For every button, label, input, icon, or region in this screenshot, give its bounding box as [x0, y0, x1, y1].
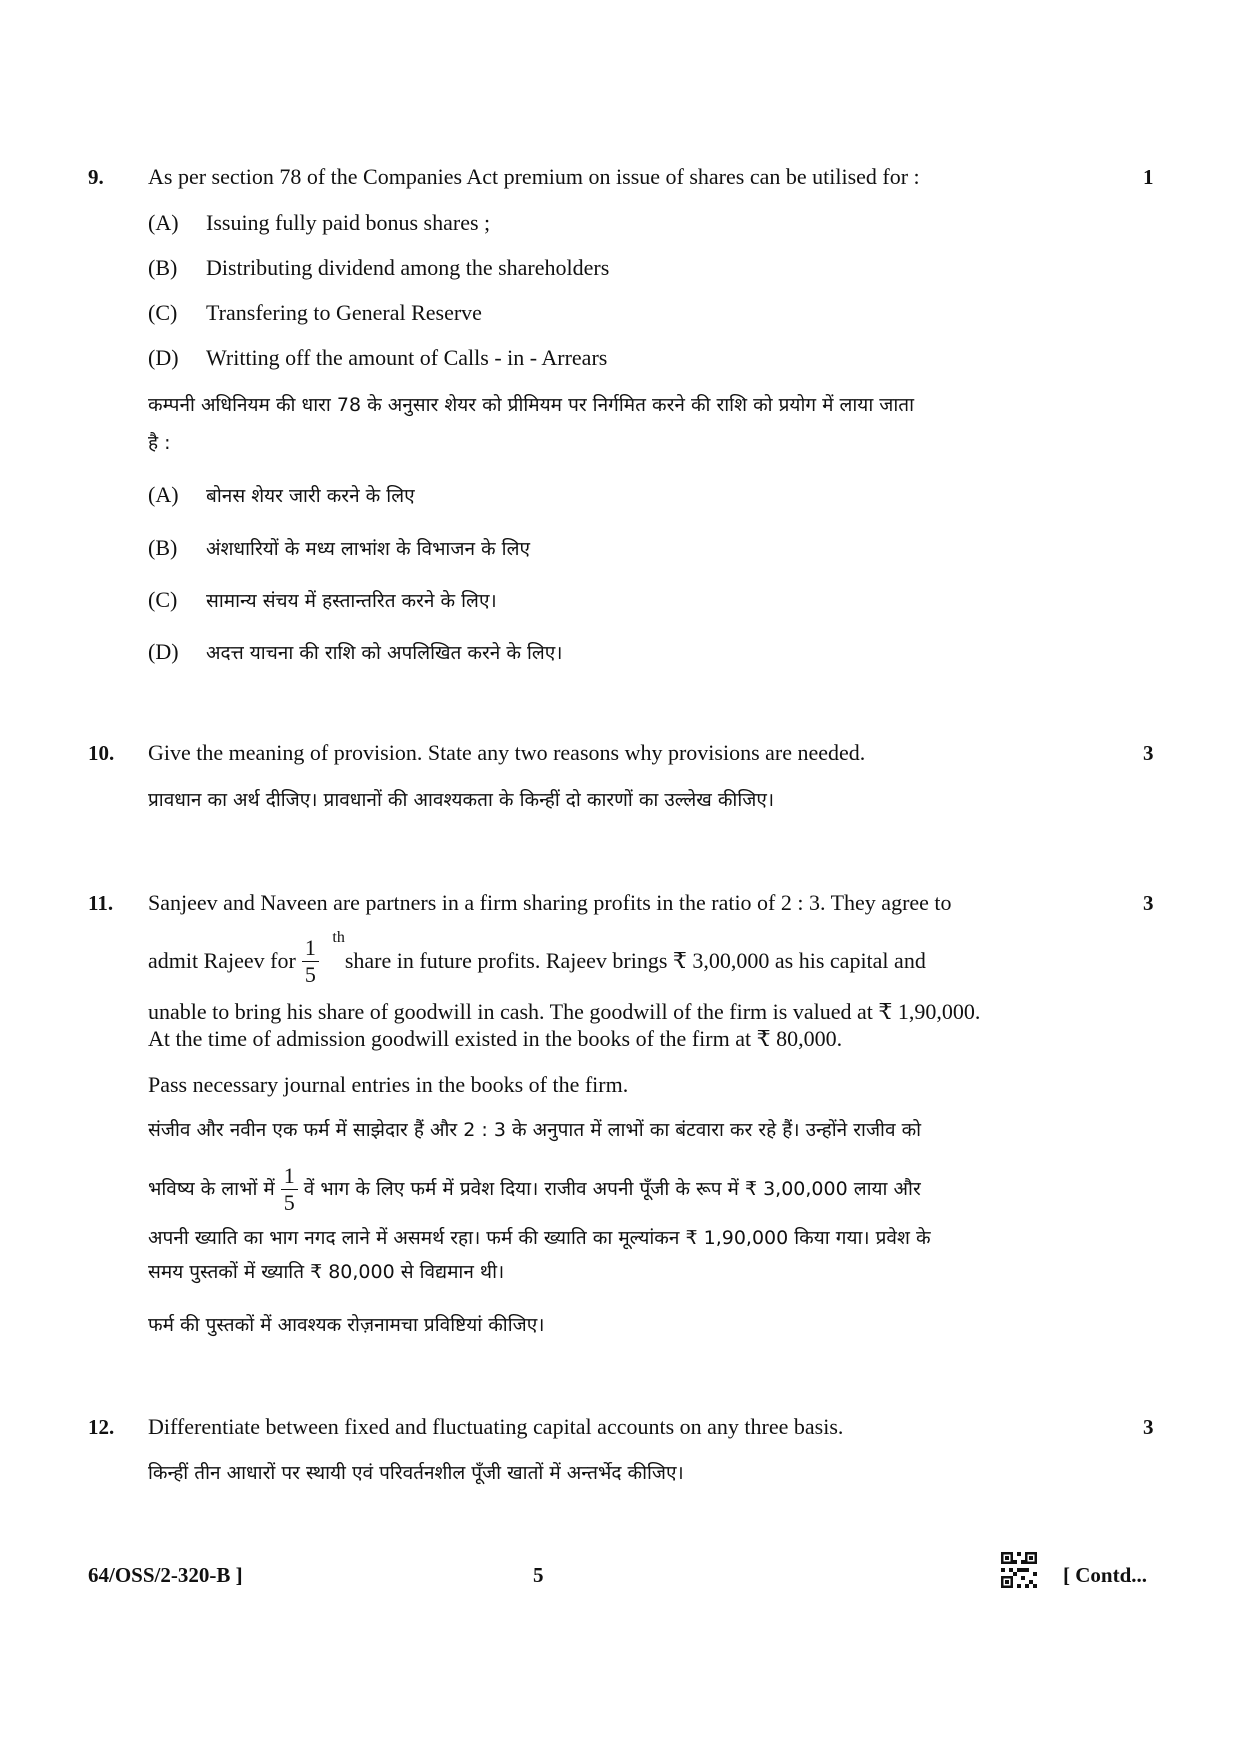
question-text-en: Differentiate between fixed and fluctuating capital accounts on any three basis. — [148, 1414, 844, 1439]
marks: 3 — [1143, 1415, 1154, 1439]
qr-code-icon — [1001, 1552, 1037, 1588]
instruction-en: Pass necessary journal entries in the books of the firm. — [148, 1072, 629, 1097]
question-text-en: unable to bring his share of goodwill in cash. The goodwill of the firm is valued at ₹ 1,90,000. — [148, 999, 981, 1024]
question-text-hi: प्रावधान का अर्थ दीजिए। प्रावधानों की आवश्यकता के किन्हीं दो कारणों का उल्लेख कीजिए। — [148, 789, 775, 811]
question-text-en: As per section 78 of the Companies Act premium on issue of shares can be utilised for : — [148, 164, 920, 189]
question-text-hi-cont: है : — [148, 432, 171, 454]
question-text-hi: किन्हीं तीन आधारों पर स्थायी एवं परिवर्तनशील पूँजी खातों में अन्तर्भेद कीजिए। — [148, 1462, 684, 1484]
question-number: 12. — [88, 1415, 115, 1439]
option-b-hi: (B) अंशधारियों के मध्य लाभांश के विभाजन के लिए — [148, 535, 530, 560]
question-text-hi: संजीव और नवीन एक फर्म में साझेदार हैं और 2 : 3 के अनुपात में लाभों का बंटवारा कर रहे हैं। उन्होंने राजीव को — [148, 1119, 922, 1141]
continued-label: [ Contd... — [1063, 1563, 1148, 1587]
question-text-en: At the time of admission goodwill existed in the books of the firm at ₹ 80,000. — [148, 1026, 843, 1051]
fraction: $\frac{1}{5}$ — [281, 1163, 298, 1216]
page-number: 5 — [533, 1563, 544, 1587]
marks: 3 — [1143, 741, 1154, 765]
fraction: 1 5 th — [302, 935, 319, 988]
question-text-en: Sanjeev and Naveen are partners in a firm sharing profits in the ratio of 2 : 3. They agree to — [148, 890, 952, 915]
question-text-hi: कम्पनी अधिनियम की धारा 78 के अनुसार शेयर को प्रीमियम पर निर्गमित करने की राशि को प्रयोग में लाया जाता — [148, 394, 915, 416]
option-c-hi: (C) सामान्य संचय में हस्तान्तरित करने के लिए। — [148, 587, 497, 612]
marks: 1 — [1143, 165, 1154, 189]
question-number: 11. — [88, 891, 114, 915]
option-c-en: (C) Transfering to General Reserve — [148, 300, 482, 325]
option-b-en: (B) Distributing dividend among the shareholders — [148, 255, 610, 280]
question-text-hi: अपनी ख्याति का भाग नगद लाने में असमर्थ रहा। फर्म की ख्याति का मूल्यांकन ₹ 1,90,000 किया गया। प्रवेश के — [148, 1227, 931, 1249]
marks: 3 — [1143, 891, 1154, 915]
option-d-en: (D) Writting off the amount of Calls - in - Arrears — [148, 345, 608, 370]
question-text-hi-fraction-line: भविष्य के लाभों में $\frac{1}{5}$ वें भाग के लिए फर्म में प्रवेश दिया। राजीव अपनी पूँजी के रूप में ₹ 3,00,000 लाया और — [148, 1162, 921, 1215]
question-number: 9. — [88, 165, 104, 189]
instruction-hi: फर्म की पुस्तकों में आवश्यक रोज़नामचा प्रविष्टियां कीजिए। — [148, 1314, 545, 1336]
question-text-en-fraction-line: admit Rajeev for 1 5 th share in future profits. Rajeev brings ₹ 3,00,000 as his capital and — [148, 928, 926, 987]
option-a-hi: (A) बोनस शेयर जारी करने के लिए — [148, 482, 415, 507]
question-text-hi: समय पुस्तकों में ख्याति ₹ 80,000 से विद्यमान थी। — [148, 1261, 505, 1283]
question-text-en: Give the meaning of provision. State any two reasons why provisions are needed. — [148, 740, 866, 765]
option-d-hi: (D) अदत्त याचना की राशि को अपलिखित करने के लिए। — [148, 639, 563, 664]
option-a-en: (A) Issuing fully paid bonus shares ; — [148, 210, 491, 235]
paper-code: 64/OSS/2-320-B ] — [88, 1563, 243, 1587]
question-number: 10. — [88, 741, 115, 765]
